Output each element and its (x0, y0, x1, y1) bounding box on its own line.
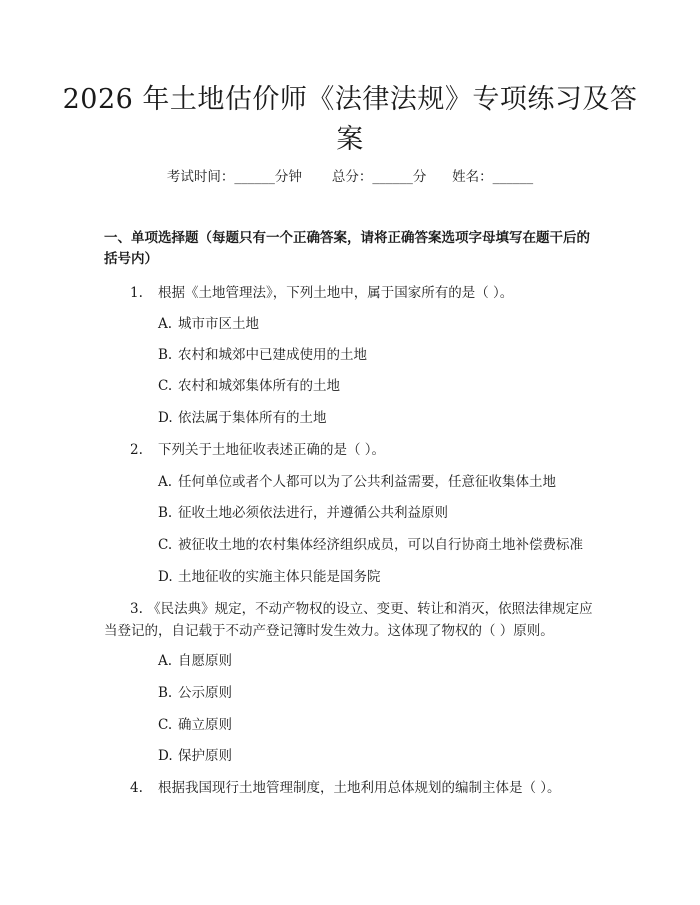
question-number: 2. (130, 442, 143, 458)
option-1c (158, 376, 618, 396)
option-letter: B. (158, 685, 173, 701)
option-text: 征收土地必须依法进行，并遵循公共利益原则 (178, 505, 448, 521)
question-2 (104, 440, 604, 460)
exam-time-label: 考试时间： (166, 169, 235, 185)
option-2b (158, 503, 618, 523)
option-letter: C. (158, 717, 173, 733)
option-letter: D. (158, 569, 173, 585)
option-letter: C. (158, 378, 173, 394)
question-4 (104, 778, 604, 798)
question-1 (104, 283, 604, 303)
name-blank: ______ (492, 169, 534, 185)
option-text: 公示原则 (178, 685, 232, 701)
option-text: 确立原则 (178, 717, 232, 733)
exam-info-line (0, 167, 700, 187)
question-number: 1. (130, 285, 143, 301)
total-score-blank: ______ (372, 169, 413, 185)
option-text: 城市市区土地 (178, 316, 259, 332)
option-text: 农村和城郊集体所有的土地 (178, 378, 340, 394)
option-letter: A. (158, 316, 173, 332)
option-letter: A. (158, 653, 173, 669)
option-text: 依法属于集体所有的土地 (178, 410, 327, 426)
question-number: 3. (130, 601, 143, 617)
question-text: 根据《土地管理法》，下列土地中，属于国家所有的是（ ）。 (158, 285, 514, 301)
option-3d (158, 746, 618, 766)
section-heading: 一、单项选择题（每题只有一个正确答案，请将正确答案选项字母填写在题干后的括号内） (104, 230, 590, 267)
question-text: 根据我国现行土地管理制度，土地利用总体规划的编制主体是（ ）。 (158, 780, 561, 796)
option-text: 自愿原则 (178, 653, 232, 669)
option-2c (158, 535, 618, 555)
option-text: 被征收土地的农村集体经济组织成员，可以自行协商土地补偿费标准 (178, 537, 583, 553)
option-2a (158, 472, 618, 492)
option-1d (158, 408, 618, 428)
option-letter: C. (158, 537, 173, 553)
option-3a (158, 651, 618, 671)
exam-time-unit: 分钟 (274, 169, 302, 185)
question-text: 《民法典》规定，不动产物权的设立、变更、转让和消灭，依照法律规定应当登记的，自记载于不动产登记簿时发生效力。这体现了物权的（ ）原则。 (104, 601, 593, 639)
page-title: 2026 年土地估价师《法律法规》专项练习及答案 (62, 84, 638, 155)
option-3b (158, 683, 618, 703)
option-3c (158, 715, 618, 735)
option-2d (158, 567, 618, 587)
total-score-label: 总分： (331, 169, 373, 185)
option-text: 任何单位或者个人都可以为了公共利益需要，任意征收集体土地 (178, 474, 556, 490)
option-letter: A. (158, 474, 173, 490)
exam-time-blank: ______ (234, 169, 275, 185)
option-1b (158, 345, 618, 365)
option-letter: B. (158, 347, 173, 363)
option-text: 土地征收的实施主体只能是国务院 (178, 569, 381, 585)
option-1a (158, 314, 618, 334)
option-text: 保护原则 (178, 748, 232, 764)
option-text: 农村和城郊中已建成使用的土地 (178, 347, 367, 363)
option-letter: D. (158, 410, 173, 426)
question-text: 下列关于土地征收表述正确的是（ ）。 (158, 442, 386, 458)
question-3 (104, 598, 604, 642)
total-score-unit: 分 (412, 169, 427, 185)
question-number: 4. (130, 780, 143, 796)
name-label: 姓名： (452, 169, 493, 185)
option-letter: D. (158, 748, 173, 764)
option-letter: B. (158, 505, 173, 521)
